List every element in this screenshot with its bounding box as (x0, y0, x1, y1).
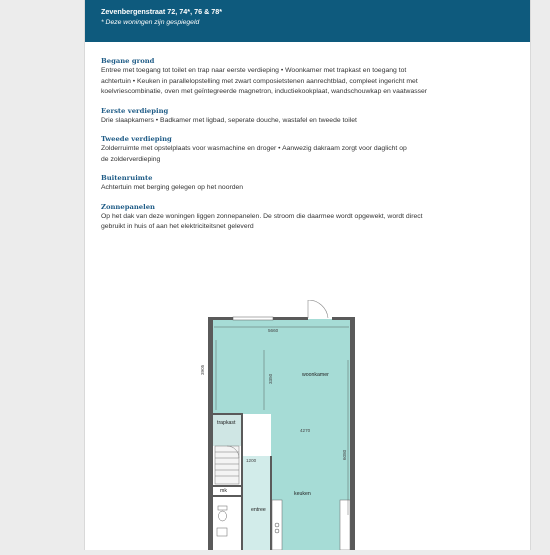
keuken-fill (271, 414, 350, 550)
section-zonnepanelen (101, 203, 481, 233)
window-top (233, 317, 273, 320)
washbasin-icon (217, 528, 227, 536)
room-label-keuken: keuken (294, 491, 311, 497)
header-banner (85, 0, 530, 42)
section-buitenruimte (101, 174, 481, 194)
section-text-line: de zolderverdieping (101, 155, 161, 163)
features-content (101, 57, 481, 242)
dim-center-height: 3350 (268, 373, 273, 384)
section-eerste-verdieping (101, 107, 481, 127)
wall-entree-left (241, 413, 243, 550)
section-heading: Eerste verdieping (101, 106, 169, 115)
address-title: Zevenbergenstraat 72, 74*, 76 & 78* (101, 7, 223, 16)
kitchen-counter (272, 500, 282, 550)
dim-room-depth: 4270 (300, 428, 311, 433)
wall-trapkast-top (213, 413, 243, 415)
section-text-line: Op het dak van deze woningen liggen zonnepanelen. De stroom die daarmee wordt opgewekt, wordt direct (101, 212, 423, 220)
dim-left-height: 3905 (200, 364, 205, 375)
wall-top-right (332, 317, 355, 320)
room-label-mk: mk (220, 488, 227, 494)
room-label-woonkamer: woonkamer (302, 372, 329, 378)
room-label-entree: entree (251, 507, 266, 513)
dim-right-height: 6080 (342, 449, 347, 460)
section-heading: Tweede verdieping (101, 135, 172, 143)
section-text-line: Zolderruimte met opstelplaats voor wasmachine en droger • Aanwezig dakraam zorgt voor daglicht op (101, 145, 407, 152)
section-begane-grond (101, 57, 481, 98)
room-label-trapkast: trapkast (217, 420, 236, 426)
section-text-line: achtertuin • Keuken in parallelopstelling met zwart composietstenen aanrechtblad, compleet ingericht met (101, 77, 418, 85)
door-swing (308, 300, 328, 318)
dim-stair-width: 1200 (246, 458, 257, 463)
wall-mk-bottom (213, 495, 241, 497)
document-page (84, 0, 531, 550)
wall-left (208, 319, 213, 550)
entree-fill (243, 456, 271, 550)
kitchen-counter-right (340, 500, 350, 550)
wall-entree-right (270, 456, 272, 550)
section-heading: Zonnepanelen (101, 202, 155, 211)
section-text-line: Achtertuin met berging gelegen op het noorden (101, 184, 244, 191)
mirrored-note: * Deze woningen zijn gespiegeld (101, 19, 200, 26)
wall-mk-top (213, 485, 241, 487)
section-heading: Begane grond (101, 57, 155, 65)
stairs (215, 446, 239, 484)
section-tweede-verdieping (101, 135, 481, 165)
trapkast-fill (213, 414, 243, 446)
woonkamer-fill (213, 319, 350, 414)
section-text-line: gebruikt in huis of aan het elektriciteitsnet geleverd (101, 223, 254, 230)
floorplan (200, 300, 368, 550)
section-text-line: Entree met toegang tot toilet en trap naar eerste verdieping • Woonkamer met trapkast en toegang tot (101, 67, 407, 74)
dim-top-width: 5660 (268, 328, 279, 333)
wall-right (350, 319, 355, 550)
section-heading: Buitenruimte (101, 174, 153, 182)
section-text-line: koelvriescombinatie, oven met geïntegreerde magnetron, inductiekookplaat, wandschouwkap en vaatwasser (101, 88, 428, 95)
section-text-line: Drie slaapkamers • Badkamer met ligbad, seperate douche, wastafel en tweede toilet (101, 116, 357, 124)
toilet-icon (218, 506, 227, 521)
